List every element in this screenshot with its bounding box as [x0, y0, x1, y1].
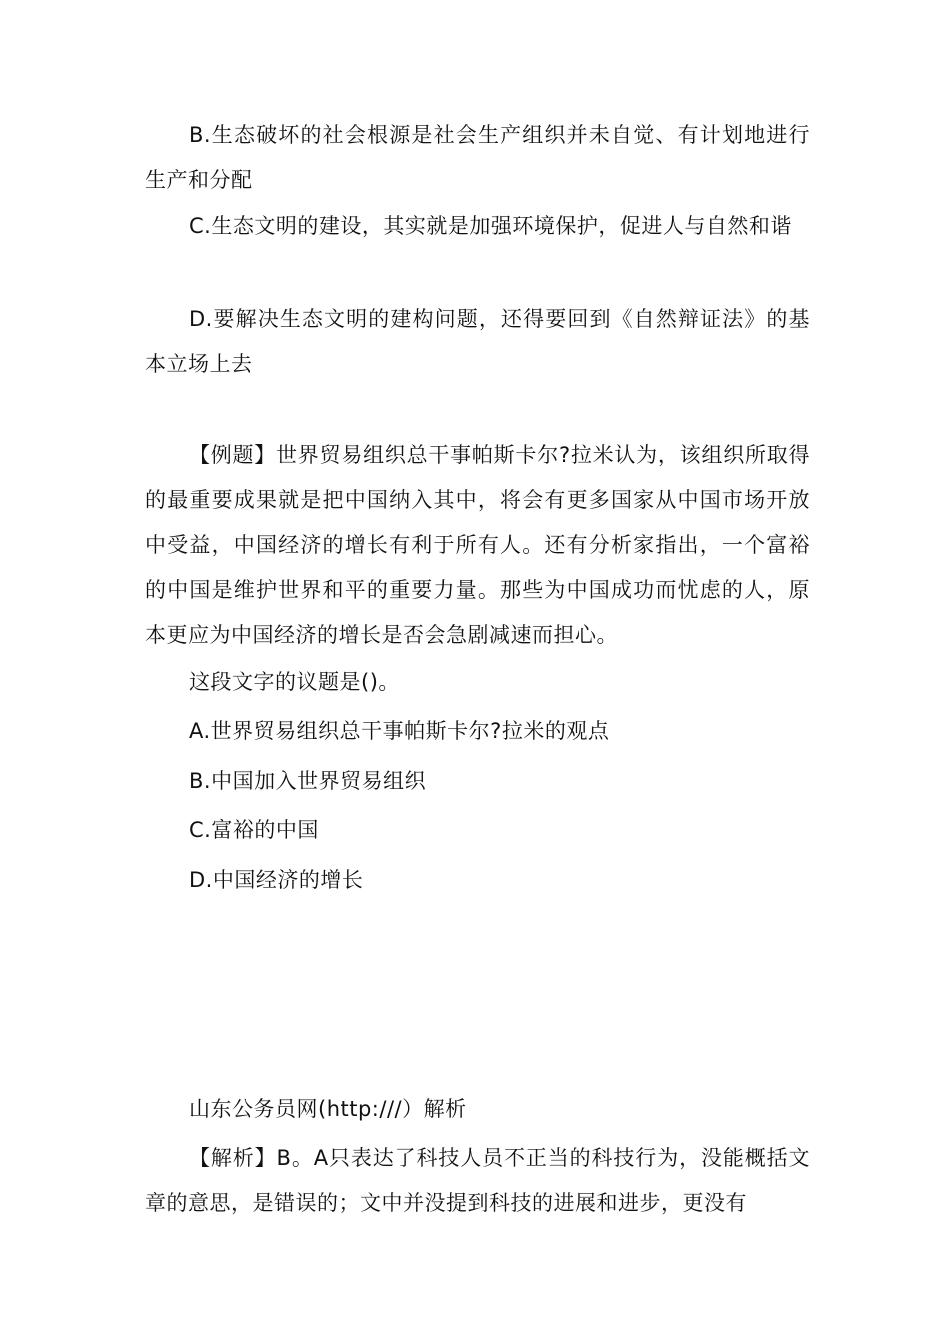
example-option-d: D.中国经济的增长	[189, 868, 364, 892]
source-line: 山东公务员网(http:///）解析	[189, 1097, 467, 1121]
example-option-b: B.中国加入世界贸易组织	[189, 769, 427, 793]
option-d-prev: D.要解决生态文明的建构问题，还得要回到《自然辩证法》的基本立场上去	[145, 307, 810, 376]
example-option-a: A.世界贸易组织总干事帕斯卡尔?拉米的观点	[189, 719, 610, 743]
option-c-prev: C.生态文明的建设，其实就是加强环境保护，促进人与自然和谐	[189, 214, 792, 238]
example-question-body: 【例题】世界贸易组织总干事帕斯卡尔?拉米认为，该组织所取得的最重要成果就是把中国纳入其中，将会有更多国家从中国市场开放中受益，中国经济的增长有利于所有人。还有分析家指出，一个富裕的中国是维护世界和平的重要力量。那些为中国成功而忧虑的人，原本更应为中国经济的增长是否会急剧减速而担心。	[145, 443, 810, 647]
example-option-c: C.富裕的中国	[189, 818, 319, 842]
example-prompt: 这段文字的议题是()。	[189, 670, 400, 694]
option-b-prev: B.生态破坏的社会根源是社会生产组织并未自觉、有计划地进行生产和分配	[145, 123, 810, 192]
analysis-text: 【解析】B。A只表达了科技人员不正当的科技行为，没能概括文章的意思，是错误的；文中并没提到科技的进展和进步，更没有	[145, 1146, 810, 1215]
